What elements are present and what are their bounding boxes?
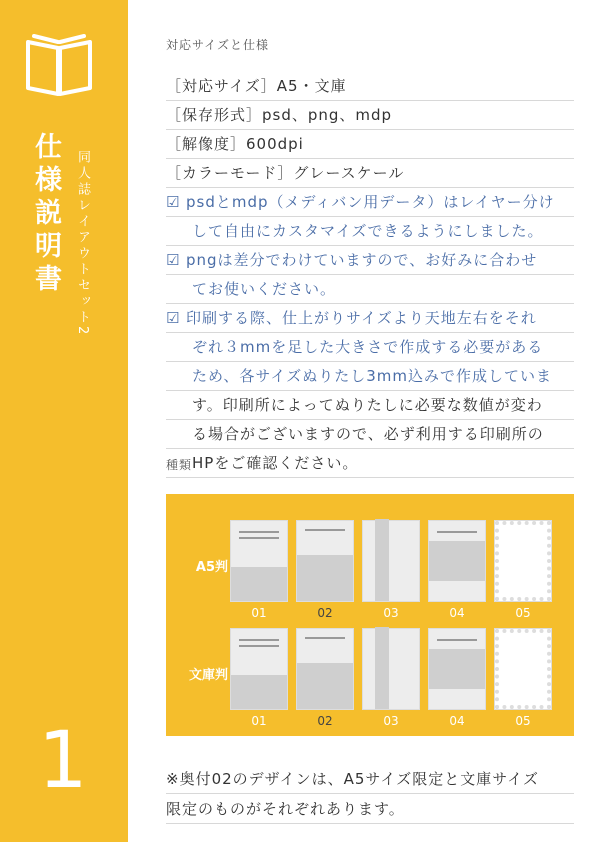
checkbox-icon: ☑ (166, 193, 181, 211)
checkbox-icon: ☑ (166, 251, 181, 269)
spec-resolution: ［解像度］600dpi (166, 130, 574, 159)
footnote-line: ※奥付02のデザインは、A5サイズ限定と文庫サイズ (166, 764, 574, 794)
size-label-bunko: 文庫判 (188, 668, 228, 683)
thumb-number: 02 (317, 714, 333, 728)
spec-color-mode: ［カラーモード］グレースケール (166, 159, 574, 188)
types-heading: 種類 (166, 458, 193, 472)
thumb-number: 01 (251, 714, 267, 728)
page-number: 1 (38, 716, 88, 806)
footnote (166, 764, 574, 824)
thumbnail-bunko-03 (362, 628, 420, 710)
check-item-layers (166, 188, 574, 217)
thumb-number: 02 (317, 606, 333, 620)
bleed-note-line: す。印刷所によってぬりたしに必要な数値が変わ (166, 391, 574, 420)
template-preview-panel (166, 494, 574, 736)
document-title: 仕様説明書 (30, 132, 61, 297)
size-label-a5: A5判 (195, 560, 228, 575)
check-text-cont: てお使いください。 (166, 275, 574, 304)
footnote-line: 限定のものがそれぞれあります。 (166, 794, 574, 824)
thumbnail-bunko-01 (230, 628, 288, 710)
thumb-number: 01 (251, 606, 267, 620)
thumbnail-bunko-02 (296, 628, 354, 710)
thumb-number: 05 (515, 714, 531, 728)
thumbnail-bunko-04 (428, 628, 486, 710)
thumbnail-a5-02 (296, 520, 354, 602)
check-text: psdとmdp（メディバン用データ）はレイヤー分け (186, 193, 555, 211)
spec-heading: 対応サイズと仕様 (166, 38, 270, 52)
thumbnail-a5-03 (362, 520, 420, 602)
check-text-cont: ぞれ３mmを足した大きさで作成する必要がある (166, 333, 574, 362)
check-text: 印刷する際、仕上がりサイズより天地左右をそれ (186, 309, 537, 327)
thumbnail-a5-01 (230, 520, 288, 602)
bleed-note-line: HPをご確認ください。 (166, 449, 574, 478)
document-subtitle: 同人誌レイアウトセット2 (75, 150, 90, 338)
open-book-icon (22, 28, 96, 96)
thumb-number: 04 (449, 714, 465, 728)
thumb-number: 03 (383, 606, 399, 620)
bleed-note-line: る場合がございますので、必ず利用する印刷所の (166, 420, 574, 449)
sidebar (0, 0, 128, 842)
check-item-png (166, 246, 574, 275)
checkbox-icon: ☑ (166, 309, 181, 327)
check-text-cont: して自由にカスタマイズできるようにしました。 (166, 217, 574, 246)
check-text-cont: ため、各サイズぬりたし3mm込みで作成していま (166, 362, 574, 391)
thumb-number: 03 (383, 714, 399, 728)
thumbnail-a5-05 (494, 520, 552, 602)
thumbnail-bunko-05 (494, 628, 552, 710)
thumb-number: 05 (515, 606, 531, 620)
spec-size: ［対応サイズ］A5・文庫 (166, 72, 574, 101)
spec-list (166, 72, 574, 478)
check-item-bleed (166, 304, 574, 333)
spec-format: ［保存形式］psd、png、mdp (166, 101, 574, 130)
check-text: pngは差分でわけていますので、お好みに合わせ (186, 251, 538, 269)
thumb-number: 04 (449, 606, 465, 620)
thumbnail-a5-04 (428, 520, 486, 602)
